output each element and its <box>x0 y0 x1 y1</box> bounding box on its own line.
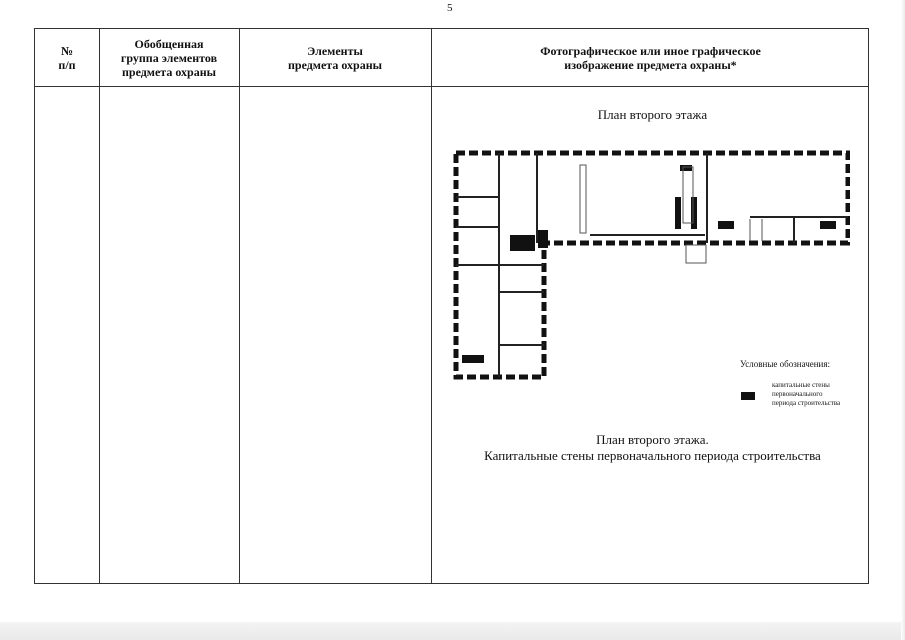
plan-title: План второго этажа <box>597 107 708 122</box>
protection-subject-table <box>34 28 869 584</box>
scan-right-edge <box>901 0 905 640</box>
caption-line: План второго этажа. <box>596 432 709 447</box>
header-number: № п/п <box>58 43 76 72</box>
caption-line: Капитальные стены первоначального периода строительства <box>484 448 821 463</box>
page-number: 5 <box>447 2 453 14</box>
legend-title: Условные обозначения: <box>740 359 831 369</box>
legend-label: капитальные стены первоначального периода строительства <box>772 381 841 407</box>
legend-swatch <box>741 392 755 400</box>
scan-bottom-edge <box>0 622 905 640</box>
header-elements: Элементы предмета охраны <box>287 43 383 72</box>
column-divider <box>431 29 432 583</box>
column-divider <box>239 29 240 583</box>
floor-plan-drawing <box>450 147 850 387</box>
header-divider <box>35 86 868 87</box>
column-divider <box>99 29 100 583</box>
plan-caption <box>435 432 870 464</box>
header-group: Обобщенная группа элементов предмета охраны <box>120 36 218 79</box>
header-image: Фотографическое или иное графическое изображение предмета охраны* <box>540 43 761 72</box>
